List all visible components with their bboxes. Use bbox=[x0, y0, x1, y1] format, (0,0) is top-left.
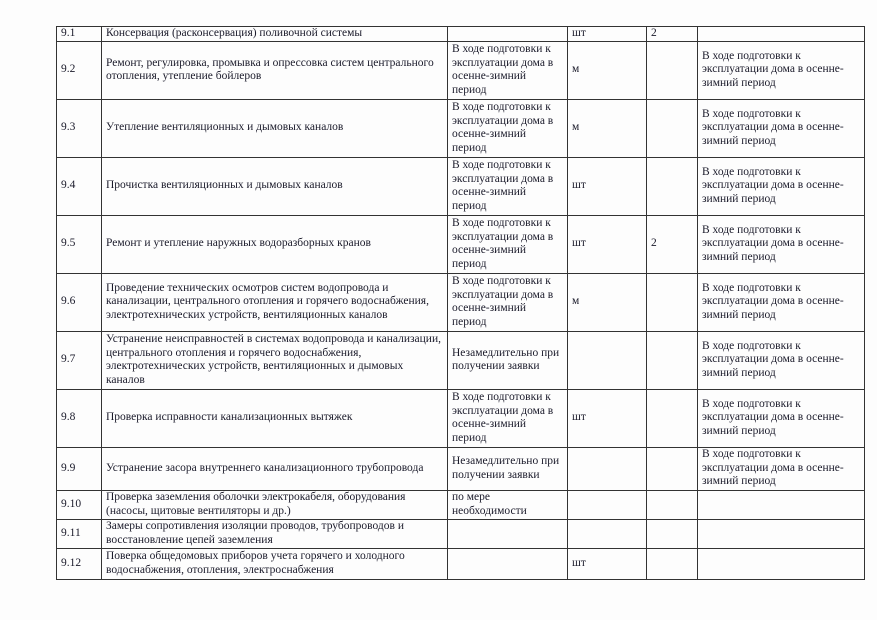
periodicity-cell bbox=[698, 548, 865, 579]
row-number: 9.12 bbox=[57, 548, 102, 579]
row-number: 9.5 bbox=[57, 215, 102, 273]
work-name: Устранение засора внутреннего канализационного трубопровода bbox=[102, 447, 448, 490]
row-number: 9.10 bbox=[57, 490, 102, 519]
unit-cell: шт bbox=[568, 389, 647, 447]
quantity-cell bbox=[647, 273, 698, 331]
work-period bbox=[448, 548, 568, 579]
unit-cell bbox=[568, 447, 647, 490]
work-period: В ходе подготовки к эксплуатации дома в осенне-зимний период bbox=[448, 215, 568, 273]
periodicity-cell bbox=[698, 519, 865, 548]
periodicity-cell: В ходе подготовки к эксплуатации дома в осенне-зимний период bbox=[698, 157, 865, 215]
quantity-cell bbox=[647, 157, 698, 215]
quantity-cell: 2 bbox=[647, 27, 698, 42]
periodicity-cell: В ходе подготовки к эксплуатации дома в осенне-зимний период bbox=[698, 99, 865, 157]
unit-cell bbox=[568, 519, 647, 548]
row-number: 9.6 bbox=[57, 273, 102, 331]
work-name: Проверка исправности канализационных вытяжек bbox=[102, 389, 448, 447]
work-period: В ходе подготовки к эксплуатации дома в осенне-зимний период bbox=[448, 389, 568, 447]
work-period: В ходе подготовки к эксплуатации дома в осенне-зимний период bbox=[448, 41, 568, 99]
works-table bbox=[56, 26, 865, 580]
unit-cell: м bbox=[568, 41, 647, 99]
periodicity-cell: В ходе подготовки к эксплуатации дома в осенне-зимний период bbox=[698, 331, 865, 389]
table-row bbox=[57, 273, 865, 331]
work-period: В ходе подготовки к эксплуатации дома в осенне-зимний период bbox=[448, 99, 568, 157]
table-row bbox=[57, 519, 865, 548]
periodicity-cell bbox=[698, 490, 865, 519]
quantity-cell bbox=[647, 99, 698, 157]
quantity-cell bbox=[647, 331, 698, 389]
unit-cell bbox=[568, 331, 647, 389]
table-row bbox=[57, 548, 865, 579]
unit-cell: шт bbox=[568, 157, 647, 215]
work-period: Незамедлительно при получении заявки bbox=[448, 331, 568, 389]
unit-cell bbox=[568, 490, 647, 519]
quantity-cell bbox=[647, 389, 698, 447]
row-number: 9.11 bbox=[57, 519, 102, 548]
work-name: Консервация (расконсервация) поливочной системы bbox=[102, 27, 448, 42]
table-row bbox=[57, 389, 865, 447]
unit-cell: м bbox=[568, 99, 647, 157]
table-row bbox=[57, 215, 865, 273]
table-row bbox=[57, 331, 865, 389]
work-name: Ремонт, регулировка, промывка и опрессовка систем центрального отопления, утепление бойлеров bbox=[102, 41, 448, 99]
unit-cell: шт bbox=[568, 548, 647, 579]
unit-cell: шт bbox=[568, 215, 647, 273]
work-name: Поверка общедомовых приборов учета горячего и холодного водоснабжения, отопления, электроснабжения bbox=[102, 548, 448, 579]
work-name: Утепление вентиляционных и дымовых каналов bbox=[102, 99, 448, 157]
table-row bbox=[57, 447, 865, 490]
table-row bbox=[57, 157, 865, 215]
periodicity-cell: В ходе подготовки к эксплуатации дома в осенне-зимний период bbox=[698, 41, 865, 99]
work-name: Проведение технических осмотров систем водопровода и канализации, центрального отопления и горячего водоснабжения, электротехнических устройств, вентиляционных каналов bbox=[102, 273, 448, 331]
work-period: Незамедлительно при получении заявки bbox=[448, 447, 568, 490]
periodicity-cell bbox=[698, 27, 865, 42]
work-name: Проверка заземления оболочки электрокабеля, оборудования (насосы, щитовые вентиляторы и др.) bbox=[102, 490, 448, 519]
table-row bbox=[57, 99, 865, 157]
work-period bbox=[448, 27, 568, 42]
periodicity-cell: В ходе подготовки к эксплуатации дома в осенне-зимний период bbox=[698, 389, 865, 447]
periodicity-cell: В ходе подготовки к эксплуатации дома в осенне-зимний период bbox=[698, 447, 865, 490]
work-period: В ходе подготовки к эксплуатации дома в осенне-зимний период bbox=[448, 157, 568, 215]
work-period: по мере необходимости bbox=[448, 490, 568, 519]
quantity-cell bbox=[647, 41, 698, 99]
row-number: 9.4 bbox=[57, 157, 102, 215]
work-name: Устранение неисправностей в системах водопровода и канализации, центрального отопления и горячего водоснабжения, электротехнических устройств, вентиляционных и дымовых каналов bbox=[102, 331, 448, 389]
row-number: 9.9 bbox=[57, 447, 102, 490]
quantity-cell: 2 bbox=[647, 215, 698, 273]
unit-cell: шт bbox=[568, 27, 647, 42]
work-period: В ходе подготовки к эксплуатации дома в осенне-зимний период bbox=[448, 273, 568, 331]
table-row bbox=[57, 41, 865, 99]
unit-cell: м bbox=[568, 273, 647, 331]
table-row bbox=[57, 27, 865, 42]
row-number: 9.1 bbox=[57, 27, 102, 42]
row-number: 9.3 bbox=[57, 99, 102, 157]
periodicity-cell: В ходе подготовки к эксплуатации дома в осенне-зимний период bbox=[698, 215, 865, 273]
quantity-cell bbox=[647, 447, 698, 490]
quantity-cell bbox=[647, 548, 698, 579]
work-period bbox=[448, 519, 568, 548]
row-number: 9.2 bbox=[57, 41, 102, 99]
work-name: Ремонт и утепление наружных водоразборных кранов bbox=[102, 215, 448, 273]
quantity-cell bbox=[647, 519, 698, 548]
table-row bbox=[57, 490, 865, 519]
work-name: Замеры сопротивления изоляции проводов, трубопроводов и восстановление цепей заземления bbox=[102, 519, 448, 548]
row-number: 9.8 bbox=[57, 389, 102, 447]
quantity-cell bbox=[647, 490, 698, 519]
work-name: Прочистка вентиляционных и дымовых каналов bbox=[102, 157, 448, 215]
periodicity-cell: В ходе подготовки к эксплуатации дома в осенне-зимний период bbox=[698, 273, 865, 331]
row-number: 9.7 bbox=[57, 331, 102, 389]
